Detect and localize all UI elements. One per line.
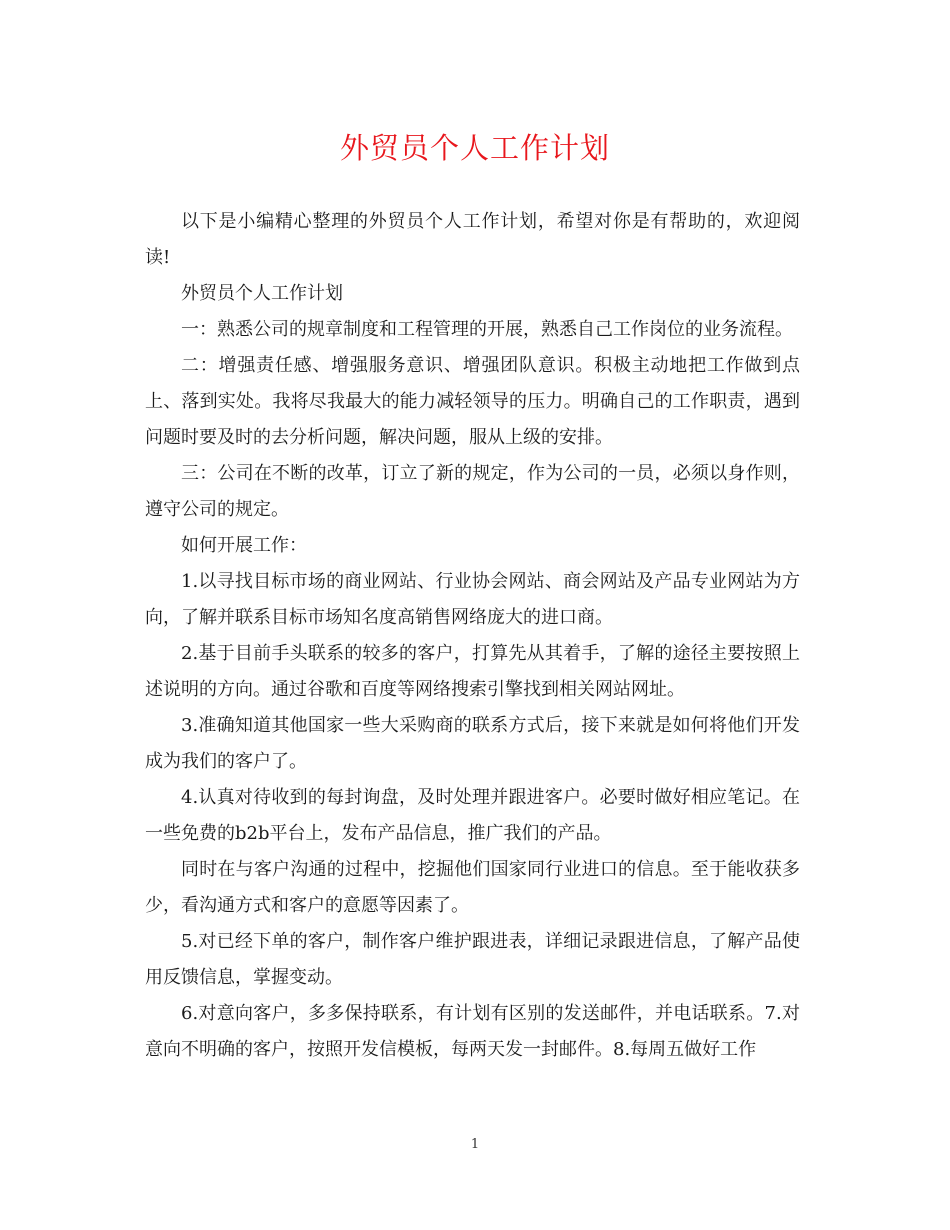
paragraph-item-6-8: 6.对意向客户，多多保持联系，有计划有区别的发送邮件，并电话联系。7.对意向不明确的客户，按照开发信模板，每两天发一封邮件。8.每周五做好工作 <box>145 1003 800 1060</box>
paragraph-item-4: 4.认真对待收到的每封询盘，及时处理并跟进客户。必要时做好相应笔记。在一些免费的b2b平台上，发布产品信息，推广我们的产品。 <box>145 787 800 844</box>
paragraph-heading: 外贸员个人工作计划 <box>181 283 343 304</box>
document-title: 外贸员个人工作计划 <box>339 131 610 165</box>
paragraph-item-5: 5.对已经下单的客户，制作客户维护跟进表，详细记录跟进信息，了解产品使用反馈信息，掌握变动。 <box>145 931 800 988</box>
paragraph-item-3: 3.准确知道其他国家一些大采购商的联系方式后，接下来就是如何将他们开发成为我们的客户了。 <box>145 715 800 772</box>
paragraph-item-2: 2.基于目前手头联系的较多的客户，打算先从其着手，了解的途径主要按照上述说明的方向。通过谷歌和百度等网络搜索引擎找到相关网站网址。 <box>145 643 800 700</box>
paragraph-point-1: 一：熟悉公司的规章制度和工程管理的开展，熟悉自己工作岗位的业务流程。 <box>181 319 793 340</box>
paragraph-point-2: 二：增强责任感、增强服务意识、增强团队意识。积极主动地把工作做到点上、落到实处。我将尽我最大的能力减轻领导的压力。明确自己的工作职责，遇到问题时要及时的去分析问题，解决问题，服从上级的安排。 <box>145 355 800 448</box>
document-body <box>145 204 800 1068</box>
paragraph-intro: 以下是小编精心整理的外贸员个人工作计划，希望对你是有帮助的，欢迎阅读! <box>145 211 800 268</box>
paragraph-item-4-note: 同时在与客户沟通的过程中，挖掘他们国家同行业进口的信息。至于能收获多少，看沟通方式和客户的意愿等因素了。 <box>145 859 800 916</box>
paragraph-how-to: 如何开展工作： <box>181 535 307 556</box>
paragraph-point-3: 三：公司在不断的改革，订立了新的规定，作为公司的一员，必须以身作则，遵守公司的规定。 <box>145 463 800 520</box>
paragraph-item-1: 1.以寻找目标市场的商业网站、行业协会网站、商会网站及产品专业网站为方向，了解并联系目标市场知名度高销售网络庞大的进口商。 <box>145 571 800 628</box>
page-number: 1 <box>470 1137 480 1152</box>
